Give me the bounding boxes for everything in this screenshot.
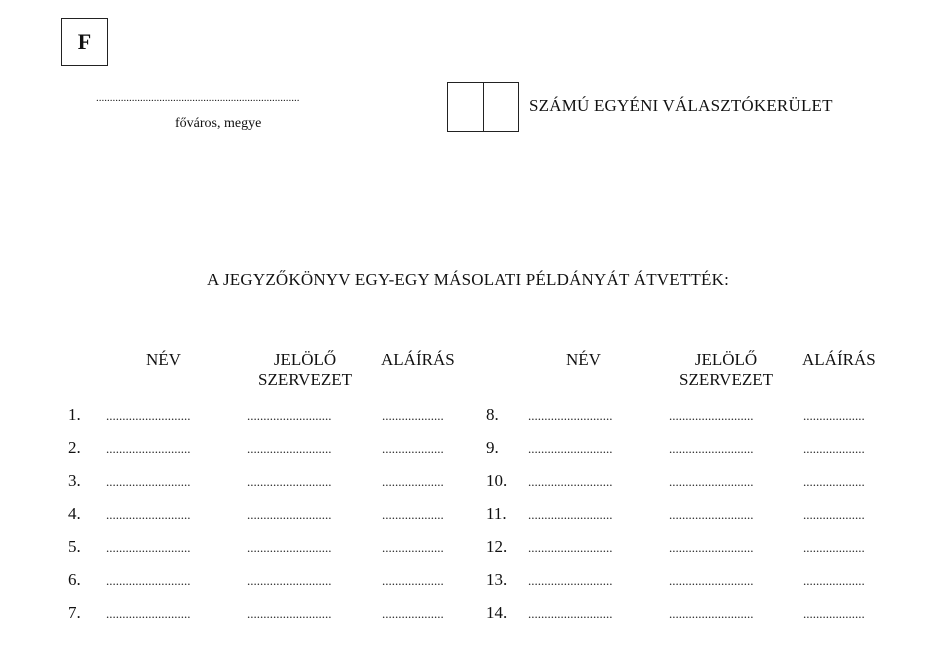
organization-field[interactable]: .......................... <box>669 441 754 456</box>
name-field[interactable]: .......................... <box>106 606 191 621</box>
name-field[interactable]: .......................... <box>528 474 613 489</box>
organization-field[interactable]: .......................... <box>247 441 332 456</box>
row-number: 10. <box>486 471 508 490</box>
location-dotted-line[interactable]: .......................................................................... <box>96 92 300 104</box>
signature-field[interactable]: ................... <box>382 606 444 621</box>
district-digit-box-1[interactable] <box>447 82 484 132</box>
header-signature-right: ALÁÍRÁS <box>802 350 876 369</box>
signature-field[interactable]: ................... <box>803 507 865 522</box>
name-field[interactable]: .......................... <box>528 441 613 456</box>
organization-field[interactable]: .......................... <box>669 606 754 621</box>
organization-field[interactable]: .......................... <box>247 540 332 555</box>
header-org-left-line2: SZERVEZET <box>257 370 352 389</box>
organization-field[interactable]: .......................... <box>669 408 754 423</box>
organization-field[interactable]: .......................... <box>669 507 754 522</box>
name-field[interactable]: .......................... <box>106 573 191 588</box>
row-number: 8. <box>486 405 499 424</box>
signature-field[interactable]: ................... <box>382 441 444 456</box>
name-field[interactable]: .......................... <box>528 408 613 423</box>
location-label: főváros, megye <box>175 116 262 131</box>
header-org-left <box>249 350 361 390</box>
signature-field[interactable]: ................... <box>382 507 444 522</box>
signature-field[interactable]: ................... <box>803 573 865 588</box>
signature-field[interactable]: ................... <box>382 573 444 588</box>
signature-field[interactable]: ................... <box>382 474 444 489</box>
signature-field[interactable]: ................... <box>803 441 865 456</box>
name-field[interactable]: .......................... <box>528 540 613 555</box>
organization-field[interactable]: .......................... <box>247 573 332 588</box>
organization-field[interactable]: .......................... <box>247 408 332 423</box>
name-field[interactable]: .......................... <box>106 540 191 555</box>
row-number: 14. <box>486 603 508 622</box>
signature-field[interactable]: ................... <box>803 540 865 555</box>
row-number: 7. <box>68 603 81 622</box>
header-org-right <box>670 350 782 390</box>
district-number-boxes <box>447 82 519 132</box>
row-number: 3. <box>68 471 81 490</box>
name-field[interactable]: .......................... <box>106 408 191 423</box>
header-org-left-line1: JELÖLŐ <box>273 350 337 369</box>
signature-field[interactable]: ................... <box>382 408 444 423</box>
form-letter: F <box>77 29 92 54</box>
header-org-right-line1: JELÖLŐ <box>694 350 758 369</box>
district-digit-box-2[interactable] <box>484 82 520 132</box>
organization-field[interactable]: .......................... <box>247 507 332 522</box>
name-field[interactable]: .......................... <box>106 507 191 522</box>
name-field[interactable]: .......................... <box>528 573 613 588</box>
organization-field[interactable]: .......................... <box>669 573 754 588</box>
row-number: 2. <box>68 438 81 457</box>
signature-field[interactable]: ................... <box>803 606 865 621</box>
header-signature-left: ALÁÍRÁS <box>381 350 455 369</box>
signature-field[interactable]: ................... <box>803 408 865 423</box>
header-org-right-line2: SZERVEZET <box>678 370 773 389</box>
page-title: A JEGYZŐKÖNYV EGY-EGY MÁSOLATI PÉLDÁNYÁT ÁTVETTÉK: <box>206 270 729 289</box>
form-letter-box <box>61 18 108 66</box>
name-field[interactable]: .......................... <box>106 474 191 489</box>
organization-field[interactable]: .......................... <box>247 606 332 621</box>
header-name-left: NÉV <box>146 350 181 369</box>
row-number: 5. <box>68 537 81 556</box>
name-field[interactable]: .......................... <box>106 441 191 456</box>
organization-field[interactable]: .......................... <box>247 474 332 489</box>
row-number: 9. <box>486 438 499 457</box>
header-name-right: NÉV <box>566 350 601 369</box>
signature-field[interactable]: ................... <box>803 474 865 489</box>
signature-field[interactable]: ................... <box>382 540 444 555</box>
district-label: SZÁMÚ EGYÉNI VÁLASZTÓKERÜLET <box>529 96 833 115</box>
row-number: 4. <box>68 504 81 523</box>
row-number: 12. <box>486 537 508 556</box>
organization-field[interactable]: .......................... <box>669 540 754 555</box>
row-number: 6. <box>68 570 81 589</box>
row-number: 1. <box>68 405 81 424</box>
row-number: 13. <box>486 570 508 589</box>
name-field[interactable]: .......................... <box>528 507 613 522</box>
row-number: 11. <box>486 504 507 523</box>
name-field[interactable]: .......................... <box>528 606 613 621</box>
organization-field[interactable]: .......................... <box>669 474 754 489</box>
